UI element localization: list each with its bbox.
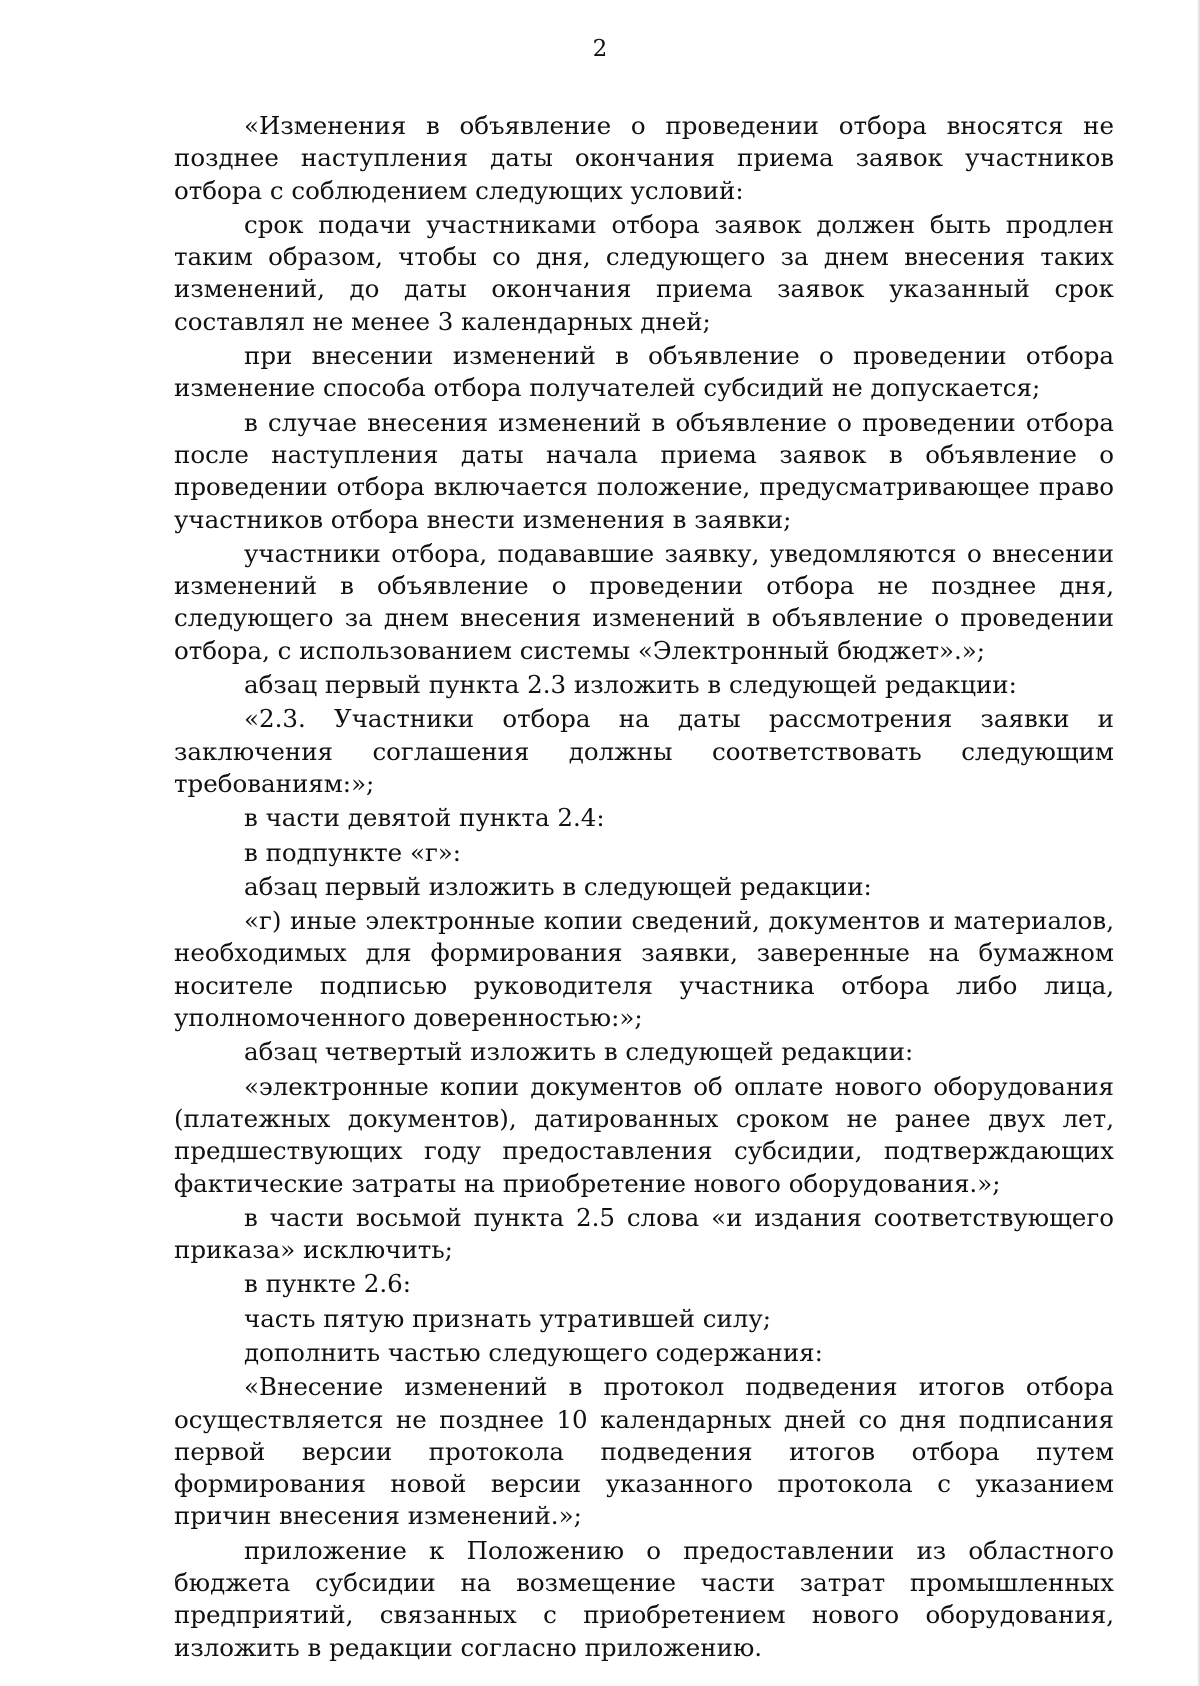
paragraph: абзац четвертый изложить в следующей редакции: [244,1037,914,1067]
paragraph: часть пятую признать утратившей силу; [244,1303,772,1333]
paragraph: «Внесение изменений в протокол подведения итогов отбора осуществляется не позднее 10 календарных дней со дня подписания первой версии протокола подведения итогов отбора путем формирования новой версии указанного протокола с указанием причин внесения изменений.»; [174,1372,1114,1531]
paragraph: участники отбора, подававшие заявку, уведомляются о внесении изменений в объявление о проведении отбора не позднее дня, следующего за днем внесения изменений в объявление о проведении отбора, с использованием системы «Электронный бюджет».»; [174,538,1114,665]
paragraph: «электронные копии документов об оплате нового оборудования (платежных документов), датированных сроком не ранее двух лет, предшествующих году предоставления субсидии, подтверждающих фактические затраты на приобретение нового оборудования.»; [174,1071,1114,1198]
paragraph: срок подачи участниками отбора заявок должен быть продлен таким образом, чтобы со дня, следующего за днем внесения таких изменений, до даты окончания приема заявок указанный срок составлял не менее 3 календарных дней; [174,209,1114,336]
page-number: 2 [592,36,608,62]
paragraph: в случае внесения изменений в объявление о проведении отбора после наступления даты начала приема заявок в объявление о проведении отбора включается положение, предусматривающее право участников отбора внести изменения в заявки; [174,407,1114,534]
paragraph: абзац первый изложить в следующей редакции: [244,871,872,901]
paragraph: в части восьмой пункта 2.5 слова «и издания соответствующего приказа» исключить; [174,1202,1114,1265]
paragraph: «Изменения в объявление о проведении отбора вносятся не позднее наступления даты окончания приема заявок участников отбора с соблюдением следующих условий: [174,111,1114,205]
paragraph: дополнить частью следующего содержания: [244,1337,823,1367]
paragraph: в части девятой пункта 2.4: [244,803,605,833]
paragraph: приложение к Положению о предоставлении из областного бюджета субсидии на возмещение части затрат промышленных предприятий, связанных с приобретением нового оборудования, изложить в редакции согласно приложению. [174,1535,1114,1662]
paragraph: абзац первый пункта 2.3 изложить в следующей редакции: [244,670,1017,700]
paragraph: «г) иные электронные копии сведений, документов и материалов, необходимых для формирования заявки, заверенные на бумажном носителе подписью руководителя участника отбора либо лица, уполномоченного доверенностью:»; [174,906,1114,1033]
paragraph: в подпункте «г»: [244,837,462,867]
paragraph: в пункте 2.6: [244,1269,412,1299]
document-body [174,110,1114,1664]
paragraph: «2.3. Участники отбора на даты рассмотрения заявки и заключения соглашения должны соответствовать следующим требованиям:»; [174,704,1114,798]
paragraph: при внесении изменений в объявление о проведении отбора изменение способа отбора получателей субсидий не допускается; [174,341,1114,403]
